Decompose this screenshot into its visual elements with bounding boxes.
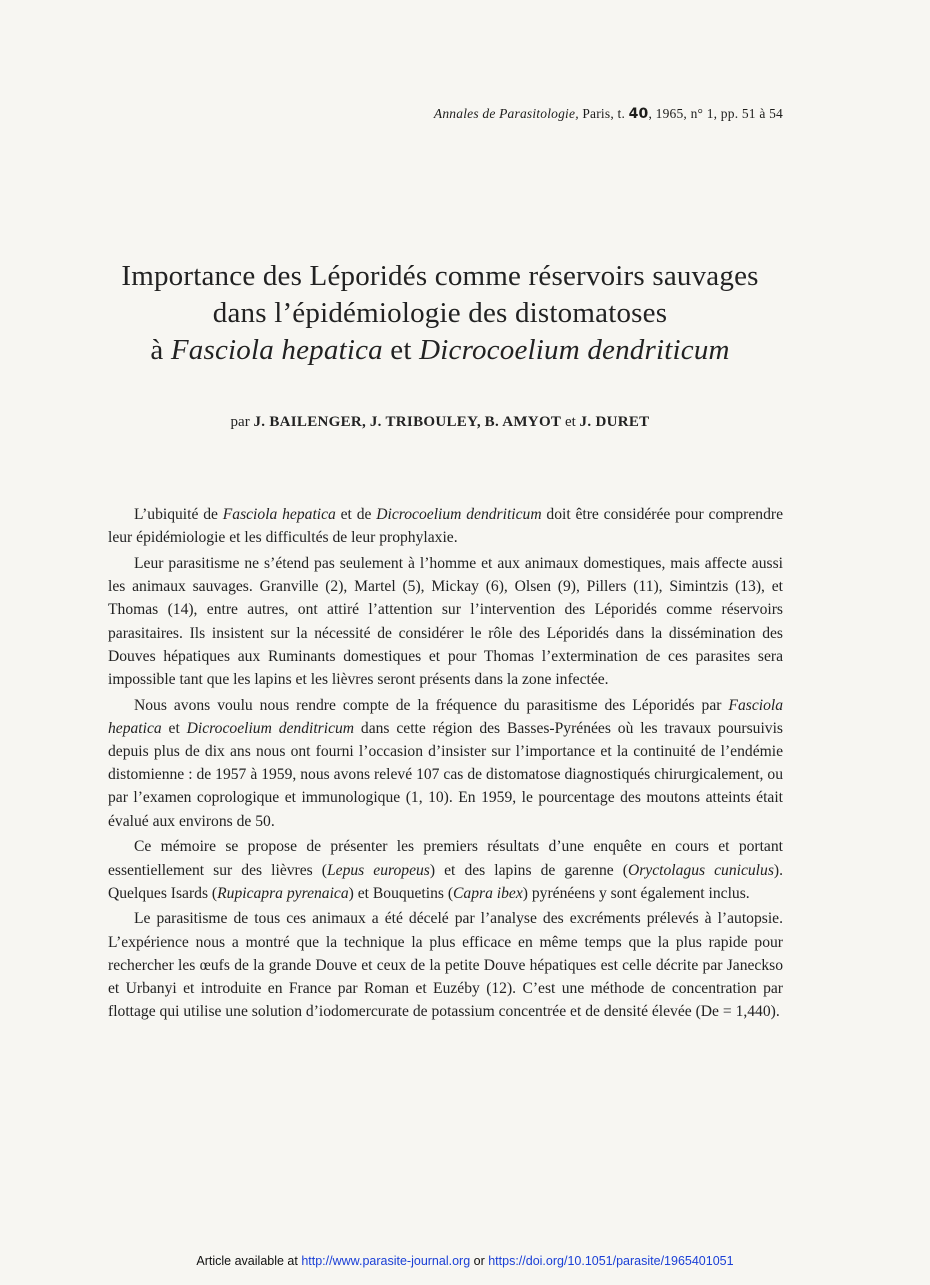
- author-3: B. AMYOT: [484, 414, 562, 430]
- p5-text-1: Le parasitisme de tous ces animaux a été décelé par l’analyse des excréments prélevés à l’autopsie. L’expérience nous a montré que la technique la plus efficace en même temps que la plus rapide pour rechercher les œufs de la grande Douve et ceux de la petite Douve hépatiques est celle décrite par Janeckso et Urbanyi et introduite en France par Roman et Euzéby (12). C’est une méthode de concentration par flottage qui utilise une solution d’iodomercurate de potassium concentrée et de densité élevée (De = 1,440).: [108, 910, 783, 1021]
- author-et: et: [561, 414, 580, 430]
- p3-text-3: dans cette région des Basses-Pyrénées où les travaux poursuivis depuis plus de dix ans nous ont fourni l’occasion d’insister sur l’importance et la continuité de l’endémie distomienne : de 1957 à 1959, nous avons relevé 107 cas de distomatose diagnostiqués chirurgicalement, ou par l’examen coprologique et immunologique (1, 10). En 1959, le pourcentage des moutons atteints était évalué aux environs de 50.: [108, 719, 783, 830]
- p4-text-1: Ce mémoire se propose de présenter les premiers résultats d’une enquête en cours et portant essentiellement sur des lièvres (: [108, 838, 783, 879]
- author-4: J. DURET: [579, 414, 650, 430]
- author-1: J. BAILENGER,: [253, 414, 367, 430]
- paragraph-2: [108, 552, 783, 691]
- author-2: J. TRIBOULEY,: [369, 414, 481, 430]
- p1-species-1: Fasciola hepatica: [222, 506, 336, 523]
- author-line: [96, 414, 784, 431]
- p4-species-4: Capra ibex: [453, 884, 523, 902]
- p1-text-3: doit être considérée pour comprendre leur épidémiologie et les difficultés de leur prophylaxie.: [108, 506, 784, 547]
- journal-volume: 40: [628, 106, 649, 122]
- p4-species-3: Rupicapra pyrenaica: [217, 884, 349, 902]
- p4-text-2: ) et des lapins de garenne (: [429, 861, 628, 879]
- journal-place: Paris, t.: [578, 106, 629, 121]
- p1-text-1: L’ubiquité de: [134, 506, 223, 523]
- paragraph-4: [108, 835, 783, 905]
- p3-species-2: Dicrocoelium denditricum: [186, 719, 355, 737]
- doi-link[interactable]: https://doi.org/10.1051/parasite/1965401051: [488, 1254, 734, 1268]
- author-par: par: [230, 414, 254, 430]
- article-body: [108, 503, 783, 1026]
- p4-text-5: ) pyrénéens y sont également inclus.: [522, 884, 750, 902]
- paragraph-3: [108, 694, 783, 833]
- title-line-3-prefix: à: [150, 334, 171, 366]
- p1-species-2: Dicrocoelium dendriticum: [376, 506, 542, 523]
- p4-species-2: Oryctolagus cuniculus: [627, 861, 774, 879]
- title-line-1: Importance des Léporidés comme réservoirs sauvages: [121, 260, 759, 292]
- article-title: [96, 258, 784, 369]
- journal-link[interactable]: http://www.parasite-journal.org: [301, 1254, 471, 1268]
- paragraph-5: [108, 907, 783, 1023]
- p4-text-4: ) et Bouquetins (: [348, 884, 454, 902]
- title-species-1: Fasciola hepatica: [170, 334, 383, 366]
- footer-or: or: [470, 1254, 489, 1268]
- p1-text-2: et de: [335, 506, 377, 523]
- title-line-2: dans l’épidémiologie des distomatoses: [212, 297, 668, 329]
- footer-prefix: Article available at: [196, 1254, 302, 1268]
- journal-issue-pages: , 1965, n° 1, pp. 51 à 54: [648, 106, 783, 121]
- article-footer: [0, 1254, 930, 1268]
- journal-header: [434, 106, 783, 122]
- paragraph-1: [108, 503, 783, 549]
- p2-text-1: Leur parasitisme ne s’étend pas seulement à l’homme et aux animaux domestiques, mais affecte aussi les animaux sauvages. Granville (2), Martel (5), Mickay (6), Olsen (9), Pillers (11), Simintzis (13), et Thomas (14), entre autres, ont attiré l’attention sur l’intervention des Léporidés comme réservoirs parasitaires. Ils insistent sur la nécessité de considérer le rôle des Léporidés dans la dissémination des Douves hépatiques aux Ruminants domestiques et pour Thomas l’extermination de ces parasites sera impossible tant que les lapins et les lièvres seront présents dans la zone infectée.: [108, 554, 783, 688]
- p3-text-1: Nous avons voulu nous rendre compte de la fréquence du parasitisme des Léporidés par: [134, 696, 729, 714]
- title-line-3: [96, 332, 784, 369]
- title-species-2: Dicrocoelium dendriticum: [419, 334, 730, 366]
- p3-text-2: et: [161, 719, 187, 737]
- journal-name: Annales de Parasitologie,: [433, 106, 579, 121]
- p4-text-3: ). Quelques Isards (: [108, 861, 783, 902]
- title-line-3-mid: et: [382, 334, 420, 366]
- p3-species-1: Fasciola hepatica: [108, 696, 783, 737]
- p4-species-1: Lepus europeus: [326, 861, 430, 879]
